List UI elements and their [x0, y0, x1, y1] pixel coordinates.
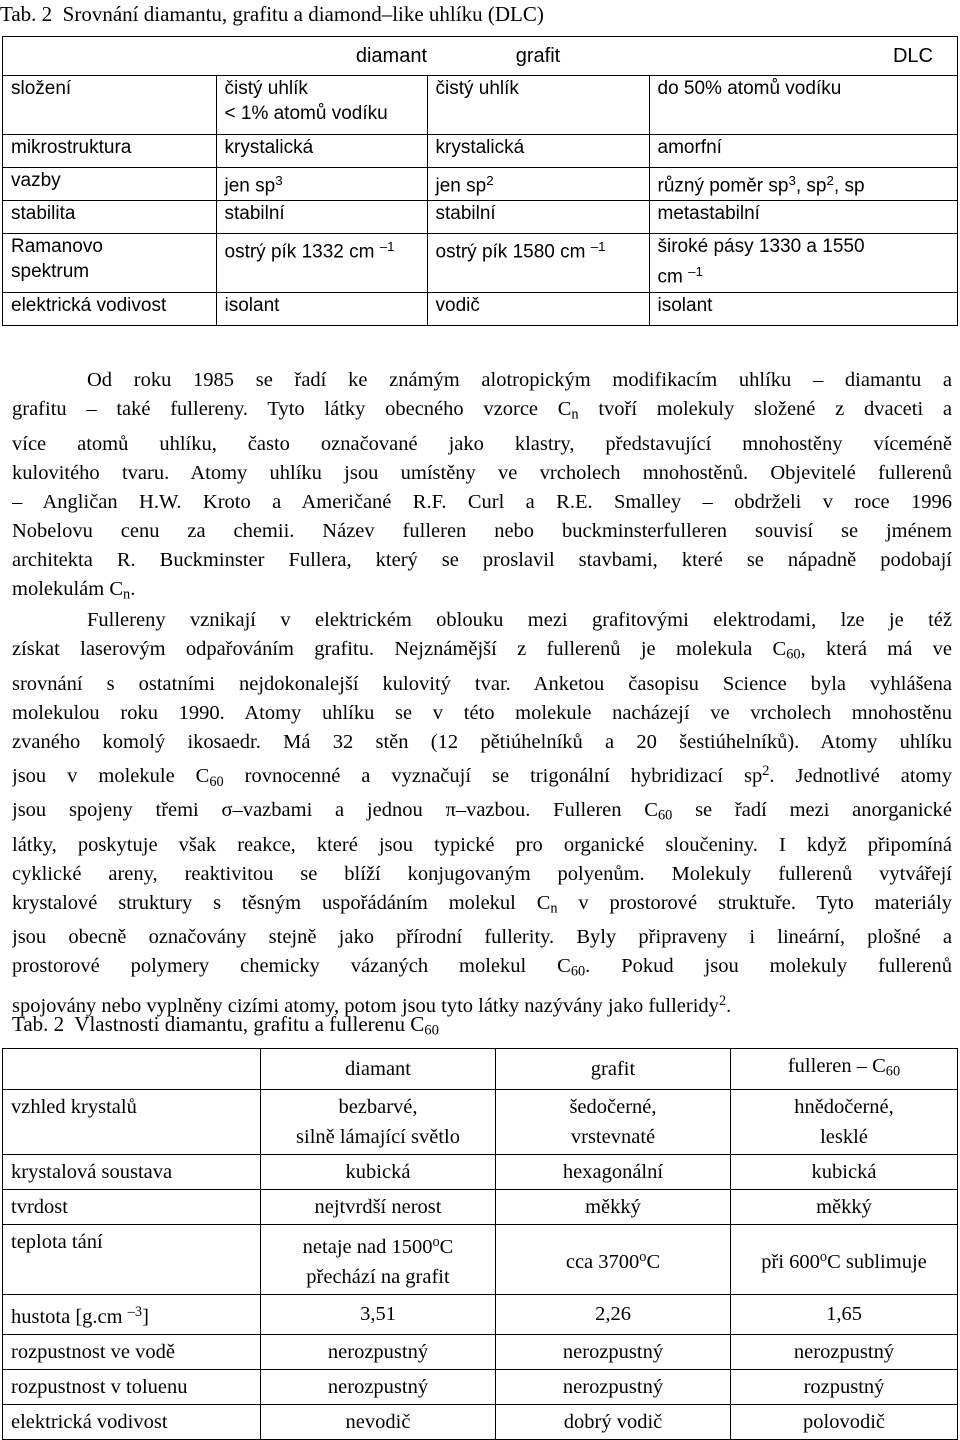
text-line: jsou v molekule $C_{60}$ rovnocenné a vyznačují se trigonální hybridizací $sp^2$. Jednotlivé atomy — [12, 762, 952, 790]
text-line: jsou obecně označovány stejně jako přírodní fullerity. Byly připraveny i lineární, plošné a — [12, 926, 952, 949]
table-cell: amorfní — [649, 135, 958, 168]
row-label: stabilita — [3, 201, 217, 234]
row-label: elektrická vodivost — [3, 1404, 261, 1439]
table-row — [3, 1224, 958, 1294]
table2-header-row — [3, 1049, 958, 1090]
table-cell: isolant — [649, 293, 958, 326]
table-row — [3, 76, 958, 135]
table-cell: jen $sp^2$ — [427, 168, 649, 201]
text-line: prostorové polymery chemicky vázaných molekul $C_{60}$. Pokud jsou molekuly fullerenů — [12, 955, 952, 981]
text-line: látky, poskytuje však reakce, které jsou typické pro organické sloučeniny. I když připomíná — [12, 833, 952, 856]
table-cell: stabilní — [216, 201, 427, 234]
table-row — [3, 201, 958, 234]
table-row — [3, 234, 958, 293]
table-cell: polovodič — [731, 1404, 958, 1439]
text-line: krystalové struktury s těsným uspořádáním molekul $C_n$ v prostorové struktuře. Tyto materiály — [12, 891, 952, 917]
row-label: teplota tání — [3, 1224, 261, 1294]
table-cell: hexagonální — [496, 1154, 731, 1189]
table1-caption: Tab. 2 Srovnání diamantu, grafitu a diamond–like uhlíku (DLC) — [0, 2, 544, 26]
row-label: rozpustnost ve vodě — [3, 1334, 261, 1369]
text-line: grafitu – také fullereny. Tyto látky obecného vzorce $C_n$ tvoří molekuly složené z dvaceti a — [12, 398, 952, 423]
text-line: spojovány nebo vyplněny cizími atomy, potom jsou tyto látky nazývány jako fulleridy$^2$. — [12, 993, 732, 1018]
table2-col-header: diamant — [261, 1049, 496, 1090]
table2-col-header: grafit — [496, 1049, 731, 1090]
table1-header-row — [3, 37, 958, 76]
text-line: Fullereny vznikají v elektrickém oblouku mezi grafitovými elektrodami, lze je též — [87, 609, 952, 631]
paragraph-fullerenes-intro — [12, 366, 952, 609]
table-cell: kubická — [731, 1154, 958, 1189]
table-cell: ostrý pík 1580 cm $^{-1}$ — [427, 234, 649, 293]
table-cell: jen $sp^3$ — [216, 168, 427, 201]
table-cell: dobrý vodič — [496, 1404, 731, 1439]
table-cell: rozpustný — [731, 1369, 958, 1404]
table-cell: netaje nad 1500$^o$C přechází na grafit — [261, 1224, 496, 1294]
table-row — [3, 1189, 958, 1224]
table-row — [3, 1089, 958, 1154]
table-cell: isolant — [216, 293, 427, 326]
row-label: rozpustnost v toluenu — [3, 1369, 261, 1404]
table-cell: krystalická — [216, 135, 427, 168]
text-line: více atomů uhlíku, často označované jako klastry, představující mnohostěny víceméně — [12, 432, 952, 455]
text-line: Nobelovu cenu za chemii. Název fulleren nebo buckminsterfulleren souvisí se jménem — [12, 519, 952, 542]
text-line: kulovitého tvaru. Atomy uhlíku jsou umístěny ve vrcholech mnohostěnů. Objevitelé fullerenů — [12, 461, 952, 484]
table-cell: čistý uhlík < 1% atomů vodíku — [216, 76, 427, 135]
table-cell: nerozpustný — [496, 1369, 731, 1404]
table2 — [2, 1048, 958, 1440]
table-cell: nerozpustný — [731, 1334, 958, 1369]
table-cell: nejtvrdší nerost — [261, 1189, 496, 1224]
text-line: jsou spojeny třemi σ–vazbami a jednou π–vazbou. Fulleren $C_{60}$ se řadí mezi anorganické — [12, 799, 952, 824]
text-line: zvaného komolý ikosaedr. Má 32 stěn (12 pětiúhelníků a 20 šestiúhelníků). Atomy uhlíku — [12, 730, 952, 753]
table-cell: šedočerné, vrstevnaté — [496, 1089, 731, 1154]
table-cell: hnědočerné, lesklé — [731, 1089, 958, 1154]
table-cell: při 600$^o$C sublimuje — [731, 1224, 958, 1294]
table-cell: nerozpustný — [496, 1334, 731, 1369]
row-label: vzhled krystalů — [3, 1089, 261, 1154]
text-line: získat laserovým odpařováním grafitu. Nejznámější z fullerenů je molekula $C_{60}$, která má ve — [12, 638, 952, 663]
table-cell: cca 3700$^o$C — [496, 1224, 731, 1294]
text-line: molekulám $C_n$. — [12, 577, 136, 603]
text-line: molekulou roku 1990. Atomy uhlíku se v této molekule nacházejí ve vrcholech mnohostěnu — [12, 701, 952, 724]
table-cell: měkký — [496, 1189, 731, 1224]
table-cell: široké pásy 1330 a 1550 cm $^{-1}$ — [649, 234, 958, 293]
table-cell: čistý uhlík — [427, 76, 649, 135]
table1-col-header: grafit — [427, 37, 649, 76]
table-cell: 2,26 — [496, 1294, 731, 1334]
text-line: – Angličan H.W. Kroto a Američané R.F. Curl a R.E. Smalley – obdrželi v roce 1996 — [12, 490, 952, 513]
row-label: krystalová soustava — [3, 1154, 261, 1189]
table-cell: nerozpustný — [261, 1334, 496, 1369]
row-label: elektrická vodivost — [3, 293, 217, 326]
row-label: složení — [3, 76, 217, 135]
table-cell: krystalická — [427, 135, 649, 168]
table-cell: do 50% atomů vodíku — [649, 76, 958, 135]
table-cell: vodič — [427, 293, 649, 326]
table-cell: nerozpustný — [261, 1369, 496, 1404]
row-label: mikrostruktura — [3, 135, 217, 168]
paragraph-fullerenes-properties — [12, 606, 952, 1021]
table-cell: různý poměr $sp^3$, $sp^2$, sp — [649, 168, 958, 201]
text-line: cyklické areny, reaktivitou se blíží konjugovaným polyenům. Molekuly fullerenů vytvářejí — [12, 862, 952, 885]
table-row — [3, 168, 958, 201]
table2-caption: Tab. 2 Vlastnosti diamantu, grafitu a fullerenu $C_{60}$ — [12, 1012, 439, 1039]
table-row — [3, 293, 958, 326]
row-label: vazby — [3, 168, 217, 201]
table-cell: nevodič — [261, 1404, 496, 1439]
table1 — [2, 36, 958, 326]
table-cell: 3,51 — [261, 1294, 496, 1334]
text-line: Od roku 1985 se řadí ke známým alotropickým modifikacím uhlíku – diamantu a — [87, 369, 952, 391]
table-cell: 1,65 — [731, 1294, 958, 1334]
table-row — [3, 1334, 958, 1369]
table-row — [3, 1369, 958, 1404]
table-cell: stabilní — [427, 201, 649, 234]
table-cell: metastabilní — [649, 201, 958, 234]
table2-col-header: fulleren – $C_{60}$ — [731, 1049, 958, 1090]
table-row — [3, 1294, 958, 1334]
text-line: srovnání s ostatními nejdokonalejší kulovitý tvar. Anketou časopisu Science byla vyhlášena — [12, 672, 952, 695]
table1-col-header: DLC — [649, 37, 958, 76]
text-line: architekta R. Buckminster Fullera, který se proslavil stavbami, které se nápadně podobají — [12, 548, 952, 571]
table-cell: ostrý pík 1332 cm $^{-1}$ — [216, 234, 427, 293]
row-label: hustota [g.cm $^{-3}$] — [3, 1294, 261, 1334]
row-label: tvrdost — [3, 1189, 261, 1224]
table-cell: kubická — [261, 1154, 496, 1189]
table-row — [3, 135, 958, 168]
table1-col-header: diamant — [216, 37, 427, 76]
table-cell: měkký — [731, 1189, 958, 1224]
table-row — [3, 1404, 958, 1439]
table-cell: bezbarvé, silně lámající světlo — [261, 1089, 496, 1154]
row-label: Ramanovo spektrum — [3, 234, 217, 293]
table-row — [3, 1154, 958, 1189]
